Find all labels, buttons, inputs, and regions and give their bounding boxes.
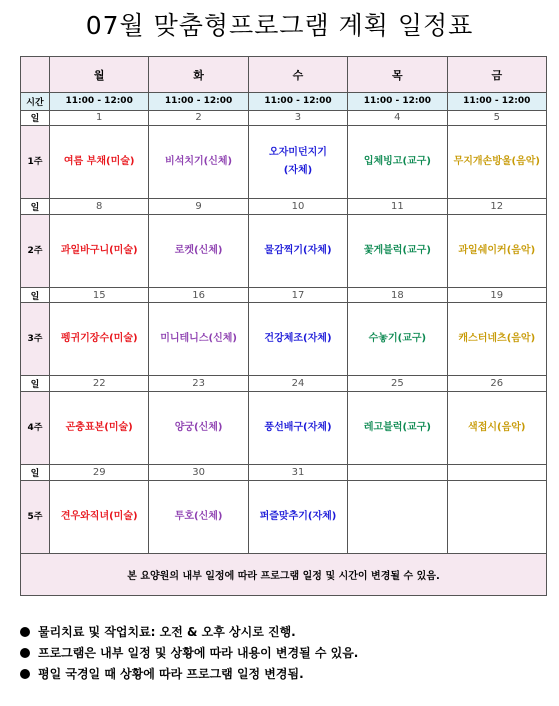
date-cell: 26 (447, 376, 546, 391)
day-label: 일 (21, 287, 50, 302)
program-cell: 퍼즐맞추기(자체) (248, 480, 347, 553)
week-label: 5주 (21, 480, 50, 553)
bullet-icon (20, 627, 30, 637)
note-item (20, 622, 358, 643)
date-row (21, 465, 547, 480)
week-label: 2주 (21, 214, 50, 287)
table-note: 본 요양원의 내부 일정에 따라 프로그램 일정 및 시간이 변경될 수 있음. (21, 553, 547, 595)
time-cell: 11:00 - 12:00 (248, 93, 347, 111)
note-item (20, 664, 358, 685)
note-text: 물리치료 및 작업치료: 오전 & 오후 상시로 진행. (38, 625, 296, 639)
note-text: 프로그램은 내부 일정 및 상황에 따라 내용이 변경될 수 있음. (38, 646, 359, 660)
date-cell: 12 (447, 199, 546, 214)
date-row (21, 199, 547, 214)
date-cell: 18 (348, 287, 447, 302)
program-row (21, 126, 547, 199)
date-cell: 10 (248, 199, 347, 214)
date-cell: 9 (149, 199, 248, 214)
program-row (21, 303, 547, 376)
program-cell: 과일쉐이커(음악) (447, 214, 546, 287)
program-cell (348, 480, 447, 553)
program-cell: 무지개손방울(음악) (447, 126, 546, 199)
time-row (21, 93, 547, 111)
program-cell: 색접시(음악) (447, 391, 546, 464)
program-row (21, 480, 547, 553)
date-cell: 15 (50, 287, 149, 302)
date-cell: 3 (248, 110, 347, 125)
date-cell: 16 (149, 287, 248, 302)
date-cell: 5 (447, 110, 546, 125)
program-cell: 미니테니스(신체) (149, 303, 248, 376)
program-cell: 비석치기(신체) (149, 126, 248, 199)
weekday-header: 월 (50, 57, 149, 93)
program-row (21, 391, 547, 464)
date-cell: 22 (50, 376, 149, 391)
date-cell (348, 465, 447, 480)
bullet-icon (20, 648, 30, 658)
day-label: 일 (21, 199, 50, 214)
notes-list (20, 622, 358, 685)
date-cell: 19 (447, 287, 546, 302)
week-label: 4주 (21, 391, 50, 464)
date-row (21, 376, 547, 391)
date-cell: 23 (149, 376, 248, 391)
program-cell: 캐스터네츠(음악) (447, 303, 546, 376)
program-cell: 입체빙고(교구) (348, 126, 447, 199)
schedule-table (20, 56, 547, 596)
program-cell: 수놓기(교구) (348, 303, 447, 376)
note-item (20, 643, 358, 664)
program-cell: 견우와직녀(미술) (50, 480, 149, 553)
time-cell: 11:00 - 12:00 (348, 93, 447, 111)
program-cell: 투호(신체) (149, 480, 248, 553)
date-cell: 2 (149, 110, 248, 125)
date-cell: 11 (348, 199, 447, 214)
day-label: 일 (21, 465, 50, 480)
date-cell: 17 (248, 287, 347, 302)
weekday-header: 금 (447, 57, 546, 93)
program-cell (447, 480, 546, 553)
day-label: 일 (21, 376, 50, 391)
date-cell: 30 (149, 465, 248, 480)
week-label: 3주 (21, 303, 50, 376)
corner-cell (21, 57, 50, 93)
program-cell: 과일바구니(미술) (50, 214, 149, 287)
program-cell: 레고블럭(교구) (348, 391, 447, 464)
date-cell: 8 (50, 199, 149, 214)
date-cell: 31 (248, 465, 347, 480)
weekday-header: 화 (149, 57, 248, 93)
date-cell: 24 (248, 376, 347, 391)
program-cell: 곤충표본(미술) (50, 391, 149, 464)
time-label: 시간 (21, 93, 50, 111)
date-cell: 4 (348, 110, 447, 125)
program-cell: 오자미던지기 (자체) (248, 126, 347, 199)
date-cell (447, 465, 546, 480)
table-note-row (21, 553, 547, 595)
program-cell: 물감찍기(자체) (248, 214, 347, 287)
date-cell: 29 (50, 465, 149, 480)
time-cell: 11:00 - 12:00 (447, 93, 546, 111)
day-label: 일 (21, 110, 50, 125)
date-cell: 1 (50, 110, 149, 125)
program-cell: 풍선배구(자체) (248, 391, 347, 464)
time-cell: 11:00 - 12:00 (149, 93, 248, 111)
program-cell: 건강체조(자체) (248, 303, 347, 376)
date-cell: 25 (348, 376, 447, 391)
program-cell: 꽃게블럭(교구) (348, 214, 447, 287)
note-text: 평일 국경일 때 상황에 따라 프로그램 일정 변경됨. (38, 667, 304, 681)
weekday-header: 수 (248, 57, 347, 93)
time-cell: 11:00 - 12:00 (50, 93, 149, 111)
program-cell: 양궁(신체) (149, 391, 248, 464)
page-title: 07월 맞춤형프로그램 계획 일정표 (85, 11, 474, 40)
bullet-icon (20, 669, 30, 679)
week-label: 1주 (21, 126, 50, 199)
weekday-header-row (21, 57, 547, 93)
weekday-header: 목 (348, 57, 447, 93)
date-row (21, 110, 547, 125)
program-cell: 여름 부채(미술) (50, 126, 149, 199)
program-cell: 펭귀기장수(미술) (50, 303, 149, 376)
date-row (21, 287, 547, 302)
program-row (21, 214, 547, 287)
program-cell: 로켓(신체) (149, 214, 248, 287)
